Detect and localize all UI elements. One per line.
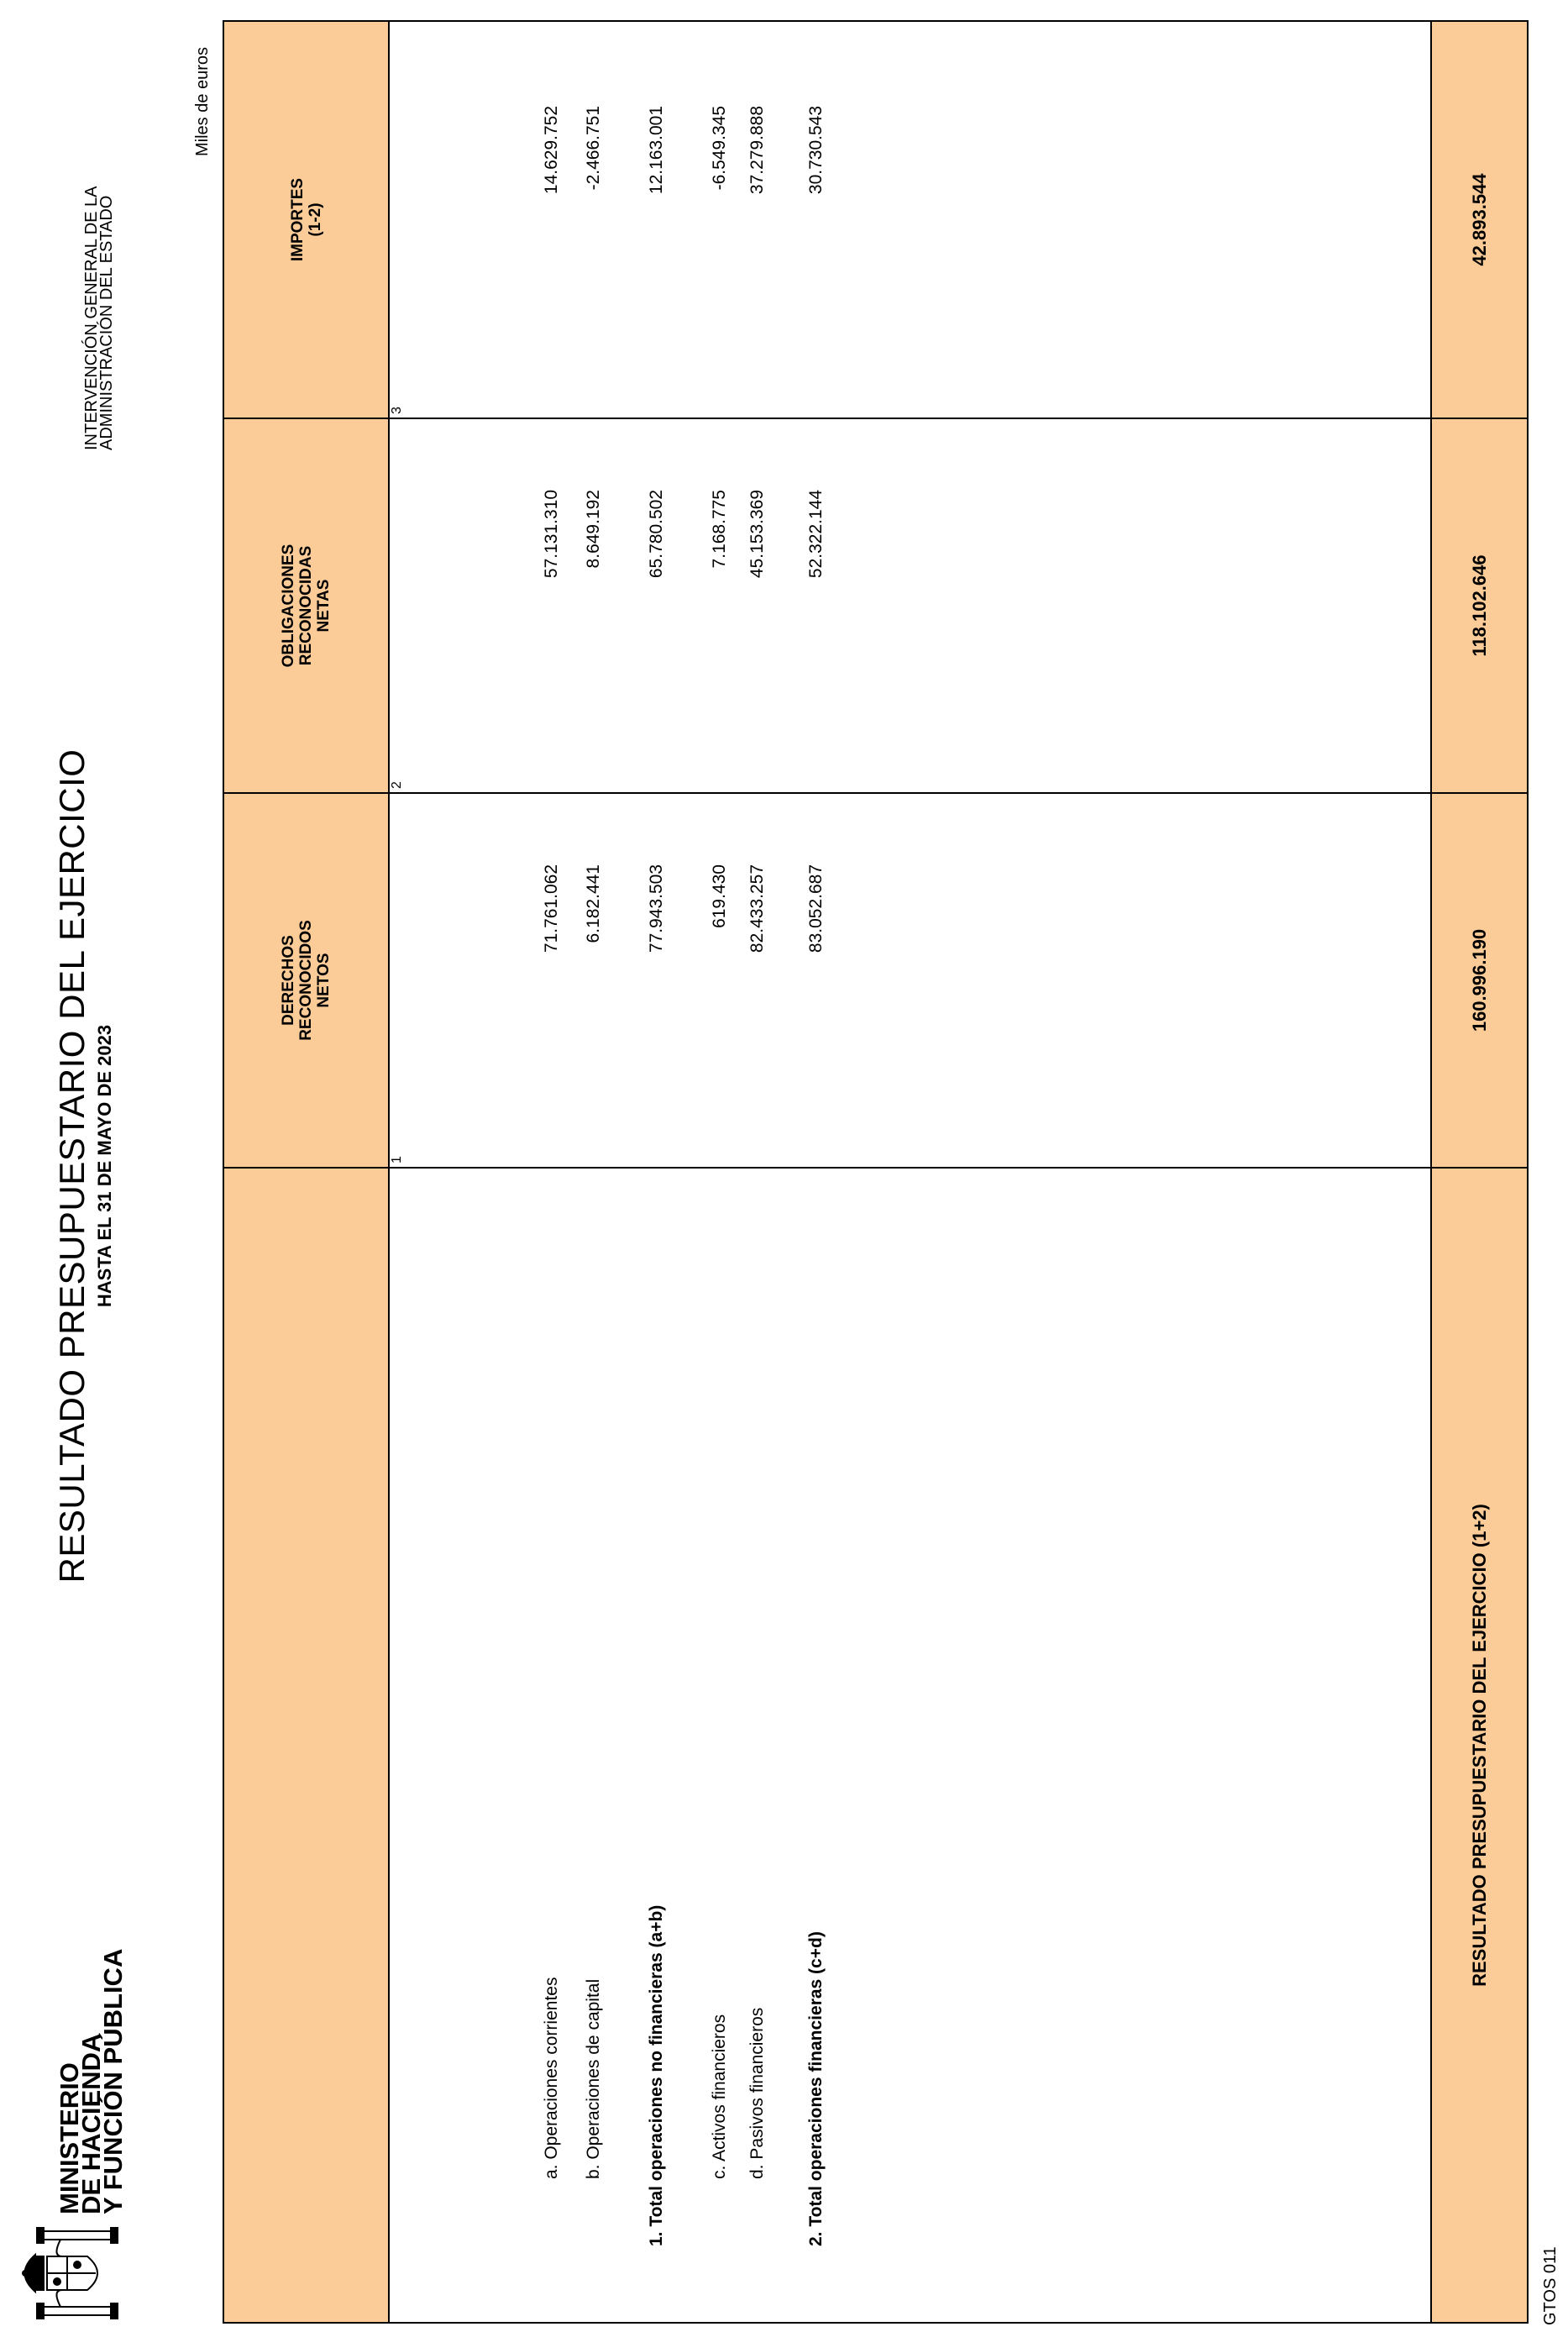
row-value: 71.761.062 [542,864,561,953]
row-value: 6.182.441 [584,864,603,943]
row-value: 57.131.310 [542,490,561,579]
row-value: 52.322.144 [806,490,826,579]
row-label: c. Activos financieros [710,2014,729,2179]
row-value: 8.649.192 [584,490,603,569]
row-value: 77.943.503 [647,864,666,953]
row-label: d. Pasivos financieros [747,2007,767,2179]
column-divider [224,1167,1527,1169]
column-number: 3 [390,407,404,414]
ministry-line: Y FUNCIÓN PÚBLICA [98,1948,128,2214]
column-header-line: (1-2) [306,202,324,237]
column-header-line: RECONOCIDOS [297,920,315,1041]
row-value: 12.163.001 [647,106,666,195]
page-title: RESULTADO PRESUPUESTARIO DEL EJERCICIO [52,748,92,1584]
row-value: 65.780.502 [647,490,666,579]
page-subtitle: HASTA EL 31 DE MAYO DE 2023 [94,1024,115,1308]
column-header-obligaciones [224,419,388,792]
igae-line: INTERVENCIÓN GENERAL DE LA [82,186,101,450]
column-header-line: DERECHOS [280,935,297,1026]
ministry-line: MINISTERIO [55,2062,84,2214]
row-value: 83.052.687 [806,864,826,953]
igae-line: ADMINISTRACIÓN DEL ESTADO [97,195,116,450]
row-value: 14.629.752 [542,106,561,195]
row-label: b. Operaciones de capital [584,1978,603,2179]
row-value: 82.433.257 [747,864,767,953]
row-value: -2.466.751 [584,106,603,191]
column-header-line: OBLIGACIONES [280,544,297,668]
column-header-line: NETAS [315,579,333,633]
column-number: 1 [390,1156,404,1163]
row-value: 30.730.543 [806,106,826,195]
column-header-line: RECONOCIDAS [297,545,315,666]
row-label: a. Operaciones corrientes [542,1977,561,2179]
total-value: 42.893.544 [1468,173,1490,266]
column-header-importes [224,22,388,418]
column-header-line: NETOS [315,953,333,1008]
total-value: 160.996.190 [1468,928,1490,1032]
total-label: RESULTADO PRESUPUESTARIO DEL EJERCICIO (1+2) [1468,1504,1490,1987]
row-value: 45.153.369 [747,490,767,579]
igae-label [84,186,114,450]
column-divider [224,418,1527,419]
total-value: 118.102.646 [1468,554,1490,657]
form-code: GTOS 011 [1541,2246,1560,2325]
row-value: 37.279.888 [747,106,767,195]
column-number: 2 [390,781,404,789]
column-header-line: IMPORTES [288,177,307,262]
units-label: Miles de euros [193,46,212,156]
row-value: -6.549.345 [710,106,729,191]
row-value: 619.430 [710,864,729,928]
column-header-derechos [224,794,388,1167]
row-value: 7.168.775 [710,490,729,569]
budget-result-table [223,20,1529,2324]
row-label-total: 1. Total operaciones no financieras (a+b) [647,1904,666,2246]
row-label-total: 2. Total operaciones financieras (c+d) [806,1931,826,2246]
column-divider [224,792,1527,794]
ministry-line: DE HACIENDA [76,2033,106,2214]
